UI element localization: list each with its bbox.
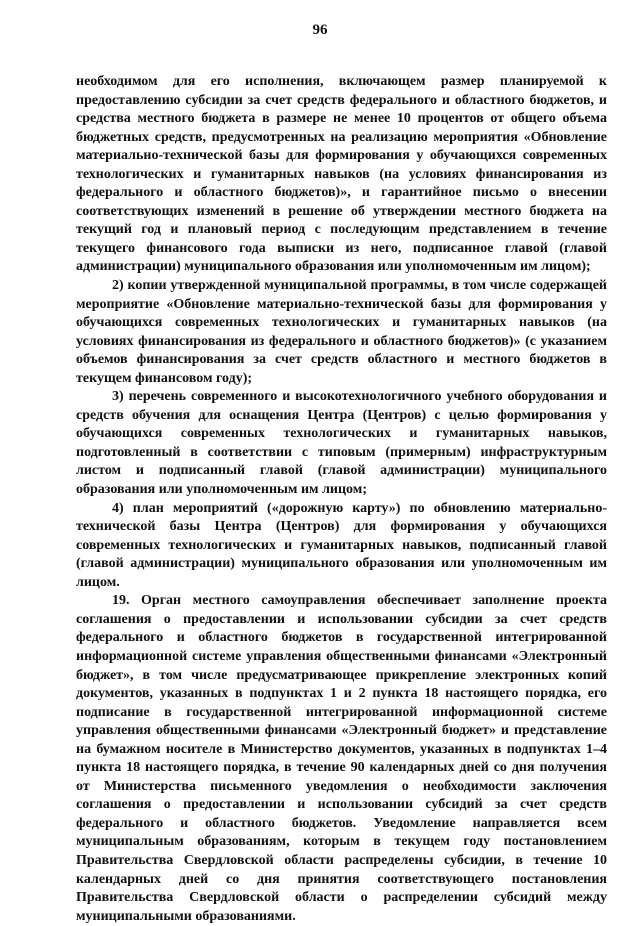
paragraph-item-2: 2) копии утвержденной муниципальной программы, в том числе содержащей мероприятие «Обновление материально-технической базы для формирования у обучающихся современных технологических и гуманитарных навыков (на условиях финансирования из федерального и областного бюджетов)» (с указанием объемов финансирования за счет средств областного и местного бюджетов в текущем финансовом году); [76, 278, 607, 386]
page-number: 96 [312, 22, 328, 38]
paragraph-clause-19: 19. Орган местного самоуправления обеспечивает заполнение проекта соглашения о предоставлении и использовании субсидии за счет средств федерального и областного бюджетов в государственной интегрированной информационной системе управления общественными финансами «Электронный бюджет», в том числе предусматривающее прикрепление электронных копий документов, указанных в подпунктах 1 и 2 пункта 18 настоящего порядка, его подписание в государственной интегрированной информационной системе управления общественными финансами «Электронный бюджет» и представление на бумажном носителе в Министерство документов, указанных в подпунктах 1–4 пункта 18 настоящего порядка, в течение 90 календарных дней со дня получения от Министерства письменного уведомления о необходимости заключения соглашения о предоставлении и использовании субсидий за счет средств федерального и областного бюджетов. Уведомление направляется всем муниципальным образованиям, которым в текущем году постановлением Правительства Свердловской области распределены субсидии, в течение 10 календарных дней со дня принятия соответствующего постановления Правительства Свердловской области о распределении субсидий между муниципальными образованиями. [76, 593, 607, 924]
paragraph-continuation: необходимом для его исполнения, включающем размер планируемой к предоставлению субсидии за счет средств федерального и областного бюджетов, и средства местного бюджета в размере не менее 10 процентов от общего объема бюджетных средств, предусмотренных на реализацию мероприятия «Обновление материально-технической базы для формирования у обучающихся современных технологических и гуманитарных навыков (на условиях финансирования из федерального и областного бюджетов)», и гарантийное письмо о внесении соответствующих изменений в решение об утверждении местного бюджета на текущий год и плановый период с последующим представлением в течение текущего финансового года выписки из него, подписанное главой (главой администрации) муниципального образования или уполномоченным им лицом); [76, 74, 607, 275]
document-body [76, 73, 607, 926]
paragraph-item-4: 4) план мероприятий («дорожную карту») по обновлению материально-технической базы Центра (Центров) для формирования у обучающихся современных технологических и гуманитарных навыков, подписанный главой (главой администрации) муниципального образования или уполномоченным им лицом. [76, 500, 607, 590]
paragraph-item-3: 3) перечень современного и высокотехнологичного учебного оборудования и средств обучения для оснащения Центра (Центров) с целью формирования у обучающихся современных технологических и гуманитарных навыков, подготовленный в соответствии с типовым (примерным) инфраструктурным листом и подписанный главой (главой администрации) муниципального образования или уполномоченным им лицом; [76, 389, 607, 498]
